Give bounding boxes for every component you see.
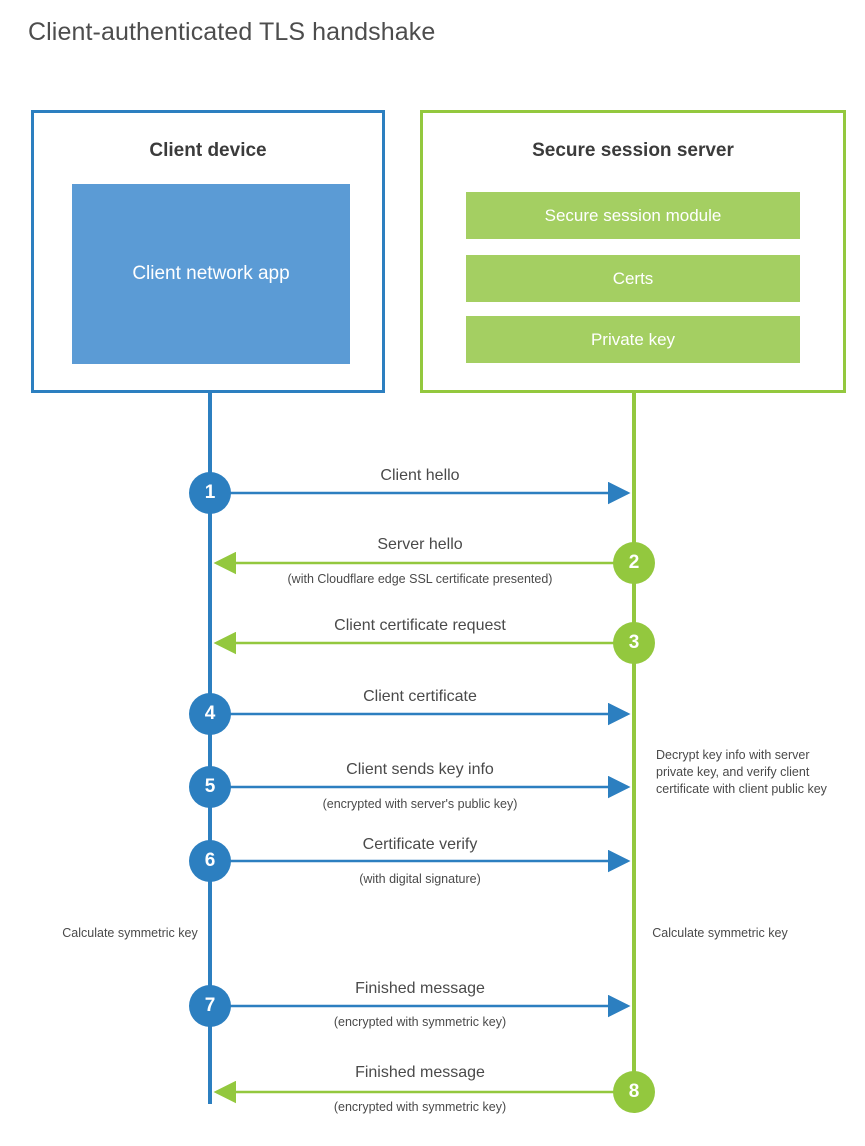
step-marker-1: 1 bbox=[189, 472, 231, 514]
client-device-heading: Client device bbox=[149, 140, 267, 161]
step-marker-2: 2 bbox=[613, 542, 655, 584]
server-decrypt-note: Decrypt key info with server private key, and verify client certificate with client public key bbox=[656, 748, 827, 796]
step-label-3: Client certificate request bbox=[334, 617, 506, 634]
certs-block: Certs bbox=[466, 255, 800, 302]
client-network-app-block: Client network app bbox=[72, 184, 350, 364]
step-marker-7: 7 bbox=[189, 985, 231, 1027]
client-symmetric-key-note: Calculate symmetric key bbox=[62, 926, 198, 940]
secure-session-module-block: Secure session module bbox=[466, 192, 800, 239]
secure-session-server-heading: Secure session server bbox=[532, 140, 734, 161]
step-marker-3: 3 bbox=[613, 622, 655, 664]
step-label-2: Server hello bbox=[377, 536, 463, 553]
step-label-5: Client sends key info bbox=[346, 761, 494, 778]
step-marker-4: 4 bbox=[189, 693, 231, 735]
step-sublabel-2: (with Cloudflare edge SSL certificate presented) bbox=[287, 572, 553, 586]
step-label-1: Client hello bbox=[380, 467, 460, 484]
step-label-6: Certificate verify bbox=[362, 836, 478, 853]
step-marker-8: 8 bbox=[613, 1071, 655, 1113]
step-sublabel-6: (with digital signature) bbox=[359, 872, 481, 886]
private-key-block: Private key bbox=[466, 316, 800, 363]
server-symmetric-key-note: Calculate symmetric key bbox=[652, 926, 788, 940]
step-marker-5: 5 bbox=[189, 766, 231, 808]
step-marker-6: 6 bbox=[189, 840, 231, 882]
step-sublabel-8: (encrypted with symmetric key) bbox=[333, 1100, 507, 1114]
step-label-4: Client certificate bbox=[363, 688, 477, 705]
step-label-8: Finished message bbox=[355, 1064, 485, 1081]
step-sublabel-7: (encrypted with symmetric key) bbox=[333, 1015, 507, 1029]
step-label-7: Finished message bbox=[355, 980, 485, 997]
page-title: Client-authenticated TLS handshake bbox=[28, 18, 436, 46]
step-sublabel-5: (encrypted with server's public key) bbox=[322, 797, 518, 811]
